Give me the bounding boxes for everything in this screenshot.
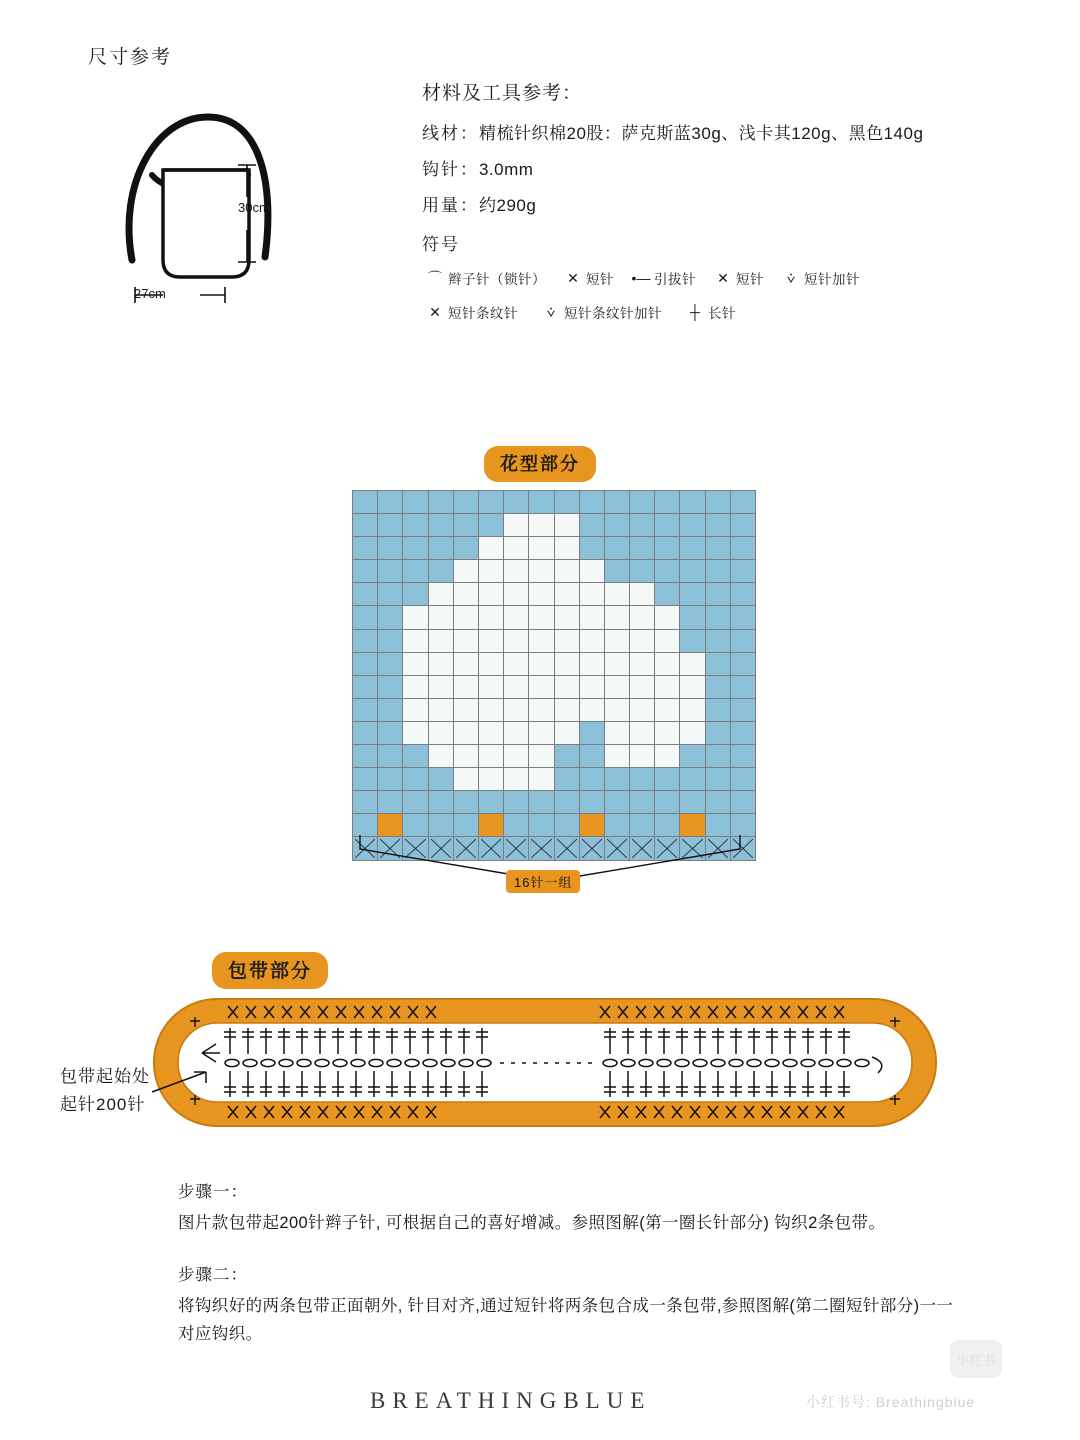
legend-item — [710, 268, 764, 288]
legend-item — [778, 268, 860, 288]
pattern-grid-row — [353, 768, 756, 791]
pattern-cell — [680, 537, 705, 560]
pattern-cell — [529, 491, 554, 514]
pattern-grid-row — [353, 652, 756, 675]
pattern-cell — [730, 698, 755, 721]
pattern-cell — [604, 698, 629, 721]
pattern-cell — [378, 537, 403, 560]
pattern-cell — [453, 698, 478, 721]
pattern-cell — [403, 560, 428, 583]
pattern-cell — [604, 675, 629, 698]
pattern-cell — [554, 560, 579, 583]
pattern-grid-row — [353, 745, 756, 768]
pattern-cell — [705, 675, 730, 698]
pattern-cell — [630, 675, 655, 698]
pattern-cell — [478, 652, 503, 675]
pattern-cell — [428, 560, 453, 583]
steps-block — [178, 1178, 968, 1372]
pattern-section-pill: 花型部分 — [484, 446, 596, 482]
slip-stitch-icon: •— — [631, 270, 651, 286]
pattern-cell — [478, 721, 503, 744]
strap-diagram — [150, 995, 940, 1130]
pattern-cell — [478, 698, 503, 721]
pattern-cell — [453, 583, 478, 606]
pattern-cell — [554, 745, 579, 768]
pattern-cell — [705, 791, 730, 814]
pattern-cell — [730, 675, 755, 698]
repeat-count-label: 16针一组 — [506, 870, 580, 893]
pattern-cell — [378, 791, 403, 814]
pattern-cell — [579, 537, 604, 560]
pattern-cell — [504, 745, 529, 768]
pattern-cell — [655, 560, 680, 583]
pattern-cell — [604, 768, 629, 791]
pattern-cell — [554, 629, 579, 652]
pattern-cell — [353, 514, 378, 537]
pattern-cell — [630, 514, 655, 537]
pattern-cell — [529, 560, 554, 583]
pattern-cell — [705, 745, 730, 768]
legend-item-label: 短针加针 — [804, 272, 860, 287]
pattern-cell — [504, 652, 529, 675]
pattern-cell — [554, 583, 579, 606]
legend-item-label: 辫子针（锁针） — [448, 272, 546, 287]
pattern-grid-row — [353, 675, 756, 698]
pattern-cell — [730, 491, 755, 514]
pattern-cell — [504, 629, 529, 652]
materials-yarn-value: 精梳针织棉20股：萨克斯蓝30g、浅卡其120g、黑色140g — [479, 124, 924, 143]
pattern-cell — [378, 560, 403, 583]
pattern-cell — [403, 606, 428, 629]
pattern-cell — [428, 745, 453, 768]
pattern-cell — [453, 537, 478, 560]
pattern-cell — [554, 698, 579, 721]
pattern-cell — [630, 583, 655, 606]
pattern-cell — [554, 491, 579, 514]
pattern-cell — [604, 629, 629, 652]
pattern-cell — [705, 514, 730, 537]
pattern-cell — [604, 721, 629, 744]
materials-block — [422, 78, 1042, 255]
pattern-cell — [504, 560, 529, 583]
pattern-cell — [680, 606, 705, 629]
pattern-cell — [655, 606, 680, 629]
pattern-cell — [529, 514, 554, 537]
pattern-cell — [730, 745, 755, 768]
pattern-cell — [478, 768, 503, 791]
pattern-cell — [428, 675, 453, 698]
materials-title: 材料及工具参考： — [422, 83, 583, 104]
legend-item — [422, 302, 518, 322]
legend-item-label: 短针 — [736, 272, 764, 287]
pattern-cell — [504, 583, 529, 606]
legend-item-label: 引拔针 — [654, 272, 696, 287]
pattern-cell — [554, 514, 579, 537]
pattern-cell — [403, 698, 428, 721]
watermark-text: 小红书号: Breathingblue — [806, 1394, 976, 1410]
pattern-cell — [478, 514, 503, 537]
pattern-cell — [428, 721, 453, 744]
pattern-cell — [604, 652, 629, 675]
watermark-logo: 小红书 — [950, 1340, 1002, 1378]
pattern-cell — [680, 675, 705, 698]
pattern-cell — [529, 768, 554, 791]
pattern-cell — [529, 652, 554, 675]
stripe-single-crochet-icon: ✕ — [429, 303, 441, 320]
pattern-cell — [655, 721, 680, 744]
legend-item — [538, 302, 662, 322]
pattern-cell — [680, 560, 705, 583]
pattern-cell — [428, 514, 453, 537]
pattern-cell — [680, 745, 705, 768]
pattern-cell — [730, 537, 755, 560]
pattern-cell — [378, 652, 403, 675]
pattern-grid-row — [353, 491, 756, 514]
pattern-cell — [730, 514, 755, 537]
pattern-cell — [630, 537, 655, 560]
pattern-cell — [378, 675, 403, 698]
symbols-title: 符号 — [422, 235, 460, 254]
pattern-cell — [579, 652, 604, 675]
pattern-cell — [453, 491, 478, 514]
pattern-cell — [353, 791, 378, 814]
pattern-cell — [378, 514, 403, 537]
pattern-cell — [403, 721, 428, 744]
pattern-cell — [705, 537, 730, 560]
pattern-cell — [655, 583, 680, 606]
single-crochet-alt-icon: ✕ — [717, 269, 729, 286]
materials-amount-line — [422, 191, 1042, 216]
pattern-cell — [604, 537, 629, 560]
pattern-cell — [579, 560, 604, 583]
pattern-cell — [730, 721, 755, 744]
legend-item — [682, 302, 736, 322]
pattern-cell — [705, 698, 730, 721]
legend-item — [628, 268, 696, 288]
pattern-cell — [680, 583, 705, 606]
pattern-cell — [478, 629, 503, 652]
pattern-cell — [630, 791, 655, 814]
pattern-cell — [453, 768, 478, 791]
strap-note-line2: 起针200针 — [60, 1095, 146, 1114]
pattern-cell — [655, 791, 680, 814]
pattern-cell — [403, 491, 428, 514]
pattern-cell — [378, 583, 403, 606]
bag-height-label: 30cm — [238, 200, 270, 215]
pattern-cell — [554, 537, 579, 560]
pattern-cell — [579, 745, 604, 768]
pattern-cell — [428, 583, 453, 606]
pattern-cell — [378, 629, 403, 652]
pattern-cell — [504, 675, 529, 698]
pattern-cell — [730, 768, 755, 791]
pattern-cell — [353, 583, 378, 606]
pattern-cell — [403, 768, 428, 791]
pattern-cell — [403, 652, 428, 675]
pattern-cell — [403, 583, 428, 606]
pattern-cell — [428, 768, 453, 791]
pattern-cell — [504, 491, 529, 514]
pattern-cell — [579, 698, 604, 721]
step-1-title: 步骤一： — [178, 1183, 248, 1201]
pattern-cell — [529, 745, 554, 768]
pattern-cell — [579, 606, 604, 629]
pattern-cell — [504, 537, 529, 560]
pattern-cell — [353, 721, 378, 744]
pattern-cell — [453, 514, 478, 537]
step-1-body: 图片款包带起200针辫子针, 可根据自己的喜好增减。参照图解(第一圈长针部分) 钩织2条包带。 — [178, 1214, 886, 1232]
pattern-cell — [604, 606, 629, 629]
pattern-chart — [352, 490, 756, 861]
pattern-cell — [529, 606, 554, 629]
size-reference-title: 尺寸参考 — [88, 47, 173, 68]
chain-stitch-icon: ⌒ — [428, 270, 442, 286]
legend-row-2 — [422, 302, 1042, 322]
pattern-cell — [529, 721, 554, 744]
pattern-cell — [554, 791, 579, 814]
strap-section-pill: 包带部分 — [212, 952, 328, 989]
pattern-cell — [529, 791, 554, 814]
legend-item — [422, 268, 546, 288]
pattern-cell — [353, 537, 378, 560]
pattern-cell — [680, 768, 705, 791]
pattern-cell — [655, 491, 680, 514]
materials-amount-label: 用量： — [422, 196, 479, 215]
double-crochet-icon: ┼ — [690, 304, 700, 320]
pattern-cell — [604, 791, 629, 814]
pattern-cell — [403, 537, 428, 560]
pattern-cell — [630, 491, 655, 514]
legend-item — [560, 268, 614, 288]
pattern-cell — [655, 768, 680, 791]
pattern-cell — [428, 606, 453, 629]
strap-start-note — [60, 1063, 150, 1119]
pattern-grid-row — [353, 514, 756, 537]
pattern-cell — [378, 491, 403, 514]
pattern-cell — [705, 583, 730, 606]
pattern-cell — [680, 721, 705, 744]
pattern-cell — [680, 791, 705, 814]
pattern-cell — [554, 675, 579, 698]
pattern-cell — [655, 652, 680, 675]
pattern-cell — [730, 560, 755, 583]
pattern-cell — [680, 514, 705, 537]
pattern-cell — [428, 629, 453, 652]
pattern-cell — [529, 629, 554, 652]
pattern-cell — [353, 606, 378, 629]
pattern-cell — [453, 606, 478, 629]
pattern-cell — [378, 768, 403, 791]
pattern-cell — [705, 629, 730, 652]
pattern-cell — [604, 583, 629, 606]
pattern-cell — [730, 791, 755, 814]
pattern-cell — [428, 791, 453, 814]
pattern-cell — [705, 768, 730, 791]
pattern-cell — [554, 721, 579, 744]
pattern-cell — [504, 698, 529, 721]
pattern-cell — [378, 606, 403, 629]
pattern-cell — [630, 721, 655, 744]
pattern-cell — [529, 698, 554, 721]
legend-item-label: 长针 — [708, 306, 736, 321]
step-2-title: 步骤二： — [178, 1266, 248, 1284]
pattern-cell — [478, 745, 503, 768]
pattern-cell — [353, 745, 378, 768]
pattern-cell — [478, 583, 503, 606]
bag-diagram — [60, 75, 320, 305]
pattern-cell — [680, 629, 705, 652]
pattern-cell — [705, 491, 730, 514]
legend-item-label: 短针条纹针加针 — [564, 306, 662, 321]
stripe-single-crochet-increase-icon: ⩒ — [546, 303, 556, 320]
pattern-cell — [579, 583, 604, 606]
pattern-cell — [554, 652, 579, 675]
pattern-cell — [353, 629, 378, 652]
pattern-cell — [705, 560, 730, 583]
pattern-grid — [352, 490, 756, 861]
pattern-cell — [655, 698, 680, 721]
pattern-cell — [579, 629, 604, 652]
pattern-cell — [403, 629, 428, 652]
pattern-cell — [353, 675, 378, 698]
pattern-cell — [378, 698, 403, 721]
pattern-cell — [680, 698, 705, 721]
materials-yarn-line — [422, 119, 1042, 144]
pattern-cell — [730, 652, 755, 675]
pattern-cell — [604, 491, 629, 514]
legend-item-label: 短针 — [586, 272, 614, 287]
pattern-cell — [453, 745, 478, 768]
pattern-cell — [478, 491, 503, 514]
pattern-grid-row — [353, 629, 756, 652]
pattern-cell — [730, 583, 755, 606]
pattern-cell — [453, 652, 478, 675]
pattern-cell — [655, 675, 680, 698]
single-crochet-icon: ✕ — [567, 269, 579, 286]
pattern-grid-row — [353, 791, 756, 814]
pattern-cell — [453, 721, 478, 744]
pattern-cell — [529, 537, 554, 560]
pattern-cell — [378, 745, 403, 768]
pattern-cell — [353, 652, 378, 675]
pattern-cell — [680, 652, 705, 675]
single-crochet-increase-icon: ⩒ — [786, 269, 796, 286]
pattern-cell — [504, 768, 529, 791]
materials-hook-line — [422, 155, 1042, 180]
materials-hook-value: 3.0mm — [479, 160, 534, 179]
pattern-cell — [403, 675, 428, 698]
pattern-cell — [478, 791, 503, 814]
pattern-cell — [604, 514, 629, 537]
pattern-cell — [403, 745, 428, 768]
pattern-cell — [680, 491, 705, 514]
step-2-body: 将钩织好的两条包带正面朝外, 针目对齐,通过短针将两条包合成一条包带,参照图解(第二圈短针部分)一一对应钩织。 — [178, 1297, 954, 1343]
legend-row-1 — [422, 268, 1042, 288]
pattern-cell — [630, 698, 655, 721]
pattern-cell — [655, 629, 680, 652]
pattern-cell — [705, 721, 730, 744]
pattern-cell — [655, 745, 680, 768]
pattern-cell — [579, 491, 604, 514]
pattern-cell — [604, 745, 629, 768]
strap-note-line1: 包带起始处 — [60, 1067, 150, 1086]
pattern-grid-row — [353, 537, 756, 560]
pattern-cell — [478, 606, 503, 629]
pattern-cell — [428, 652, 453, 675]
pattern-cell — [655, 537, 680, 560]
pattern-cell — [403, 514, 428, 537]
pattern-cell — [630, 768, 655, 791]
pattern-cell — [630, 560, 655, 583]
pattern-cell — [579, 675, 604, 698]
legend-item-label: 短针条纹针 — [448, 306, 518, 321]
pattern-cell — [630, 652, 655, 675]
pattern-grid-row — [353, 698, 756, 721]
pattern-cell — [478, 537, 503, 560]
pattern-cell — [504, 721, 529, 744]
pattern-cell — [705, 606, 730, 629]
pattern-cell — [353, 560, 378, 583]
pattern-cell — [705, 652, 730, 675]
pattern-cell — [579, 514, 604, 537]
pattern-cell — [529, 675, 554, 698]
bag-width-label: 27cm — [134, 286, 166, 301]
brand-footer: BREATHINGBLUE — [370, 1388, 652, 1413]
pattern-cell — [428, 537, 453, 560]
pattern-cell — [478, 675, 503, 698]
pattern-cell — [730, 606, 755, 629]
pattern-cell — [378, 721, 403, 744]
pattern-cell — [504, 791, 529, 814]
pattern-cell — [655, 514, 680, 537]
pattern-cell — [403, 791, 428, 814]
strap-note-arrow — [150, 1062, 210, 1102]
pattern-cell — [353, 698, 378, 721]
pattern-cell — [630, 629, 655, 652]
pattern-cell — [730, 629, 755, 652]
pattern-cell — [428, 698, 453, 721]
pattern-cell — [504, 606, 529, 629]
pattern-cell — [630, 745, 655, 768]
pattern-cell — [453, 629, 478, 652]
pattern-cell — [554, 768, 579, 791]
pattern-cell — [353, 768, 378, 791]
symbol-legend — [422, 268, 1042, 336]
pattern-cell — [504, 514, 529, 537]
pattern-cell — [579, 791, 604, 814]
pattern-grid-row — [353, 606, 756, 629]
pattern-cell — [478, 560, 503, 583]
pattern-grid-row — [353, 721, 756, 744]
pattern-cell — [529, 583, 554, 606]
pattern-cell — [428, 491, 453, 514]
materials-amount-value: 约290g — [479, 196, 537, 215]
pattern-cell — [453, 560, 478, 583]
pattern-cell — [554, 606, 579, 629]
pattern-cell — [353, 491, 378, 514]
materials-yarn-label: 线材： — [422, 124, 479, 143]
pattern-cell — [604, 560, 629, 583]
pattern-cell — [579, 721, 604, 744]
pattern-cell — [453, 791, 478, 814]
pattern-grid-row — [353, 560, 756, 583]
pattern-grid-row — [353, 583, 756, 606]
pattern-cell — [630, 606, 655, 629]
pattern-cell — [453, 675, 478, 698]
pattern-cell — [579, 768, 604, 791]
materials-hook-label: 钩针： — [422, 160, 479, 179]
